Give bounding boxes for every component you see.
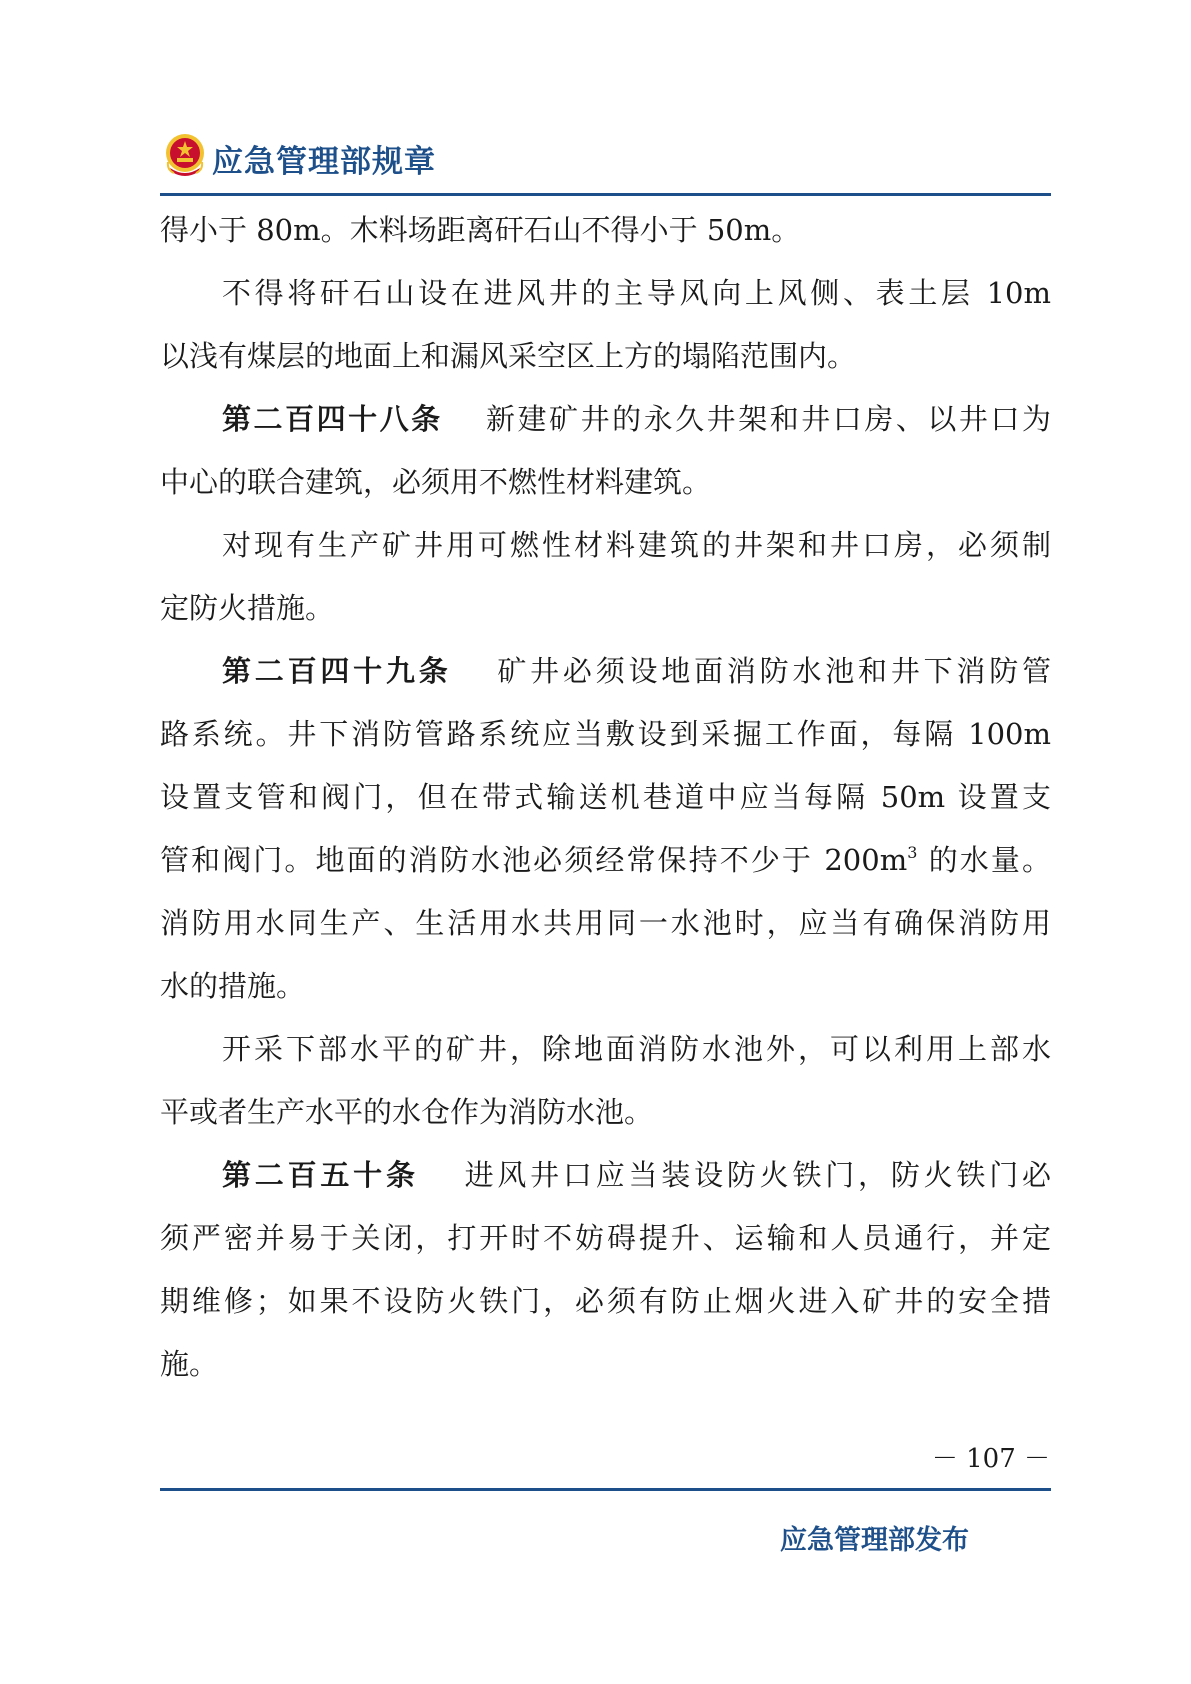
footer-publisher: 应急管理部发布 xyxy=(780,1525,969,1556)
text-line: 中心的联合建筑，必须用不燃性材料建筑。 xyxy=(160,465,712,499)
text-line: 对现有生产矿井用可燃性材料建筑的井架和井口房，必须制 xyxy=(222,528,1051,562)
text-line xyxy=(160,829,1051,892)
national-emblem-icon xyxy=(164,132,206,178)
superscript: 3 xyxy=(907,843,918,862)
article-line xyxy=(160,1144,1051,1207)
text-line: 期维修；如果不设防火铁门，必须有防止烟火进入矿井的安全措 xyxy=(160,1284,1051,1318)
article-number: 第二百五十条 xyxy=(222,1158,419,1192)
page-header xyxy=(160,128,1050,198)
text-line: 平或者生产水平的水仓作为消防水池。 xyxy=(160,1095,654,1129)
text-line: 得小于 80m。木料场距离矸石山不得小于 50m。 xyxy=(160,213,801,247)
footer-divider xyxy=(160,1488,1051,1491)
text-span: 的水量。 xyxy=(917,843,1051,877)
text-span: 新建矿井的永久井架和井口房、以井口为 xyxy=(485,402,1051,436)
text-line: 开采下部水平的矿井，除地面消防水池外，可以利用上部水 xyxy=(222,1032,1051,1066)
text-line: 路系统。井下消防管路系统应当敷设到采掘工作面，每隔 100m xyxy=(160,717,1051,751)
document-body xyxy=(160,199,1051,1396)
text-line: 消防用水同生产、生活用水共用同一水池时，应当有确保消防用 xyxy=(160,906,1051,940)
article-line xyxy=(160,388,1051,451)
text-line: 以浅有煤层的地面上和漏风采空区上方的塌陷范围内。 xyxy=(160,339,857,373)
page-number: － 107 － xyxy=(931,1444,1050,1474)
text-span: 管和阀门。地面的消防水池必须经常保持不少于 200m xyxy=(160,843,908,877)
text-line: 施。 xyxy=(160,1347,219,1381)
header-divider xyxy=(160,193,1051,196)
text-line: 须严密并易于关闭，打开时不妨碍提升、运输和人员通行，并定 xyxy=(160,1221,1051,1255)
article-line xyxy=(160,640,1051,703)
text-span: 进风井口应当装设防火铁门，防火铁门必 xyxy=(464,1158,1051,1192)
article-number: 第二百四十九条 xyxy=(222,654,452,688)
text-span: 矿井必须设地面消防水池和井下消防管 xyxy=(497,654,1051,688)
text-line: 定防火措施。 xyxy=(160,591,335,625)
header-title: 应急管理部规章 xyxy=(212,144,436,180)
text-line: 设置支管和阀门，但在带式输送机巷道中应当每隔 50m 设置支 xyxy=(160,780,1051,814)
article-number: 第二百四十八条 xyxy=(222,402,443,436)
text-line: 不得将矸石山设在进风井的主导风向上风侧、表土层 10m xyxy=(222,276,1051,310)
text-line: 水的措施。 xyxy=(160,969,306,1003)
